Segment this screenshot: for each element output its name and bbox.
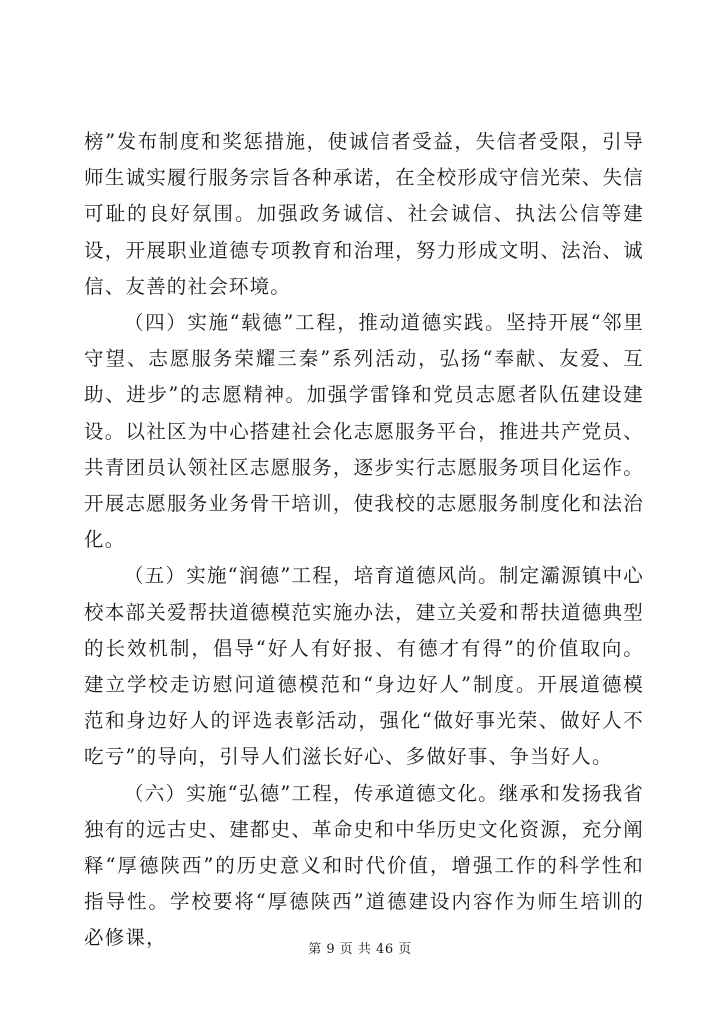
paragraph-3: （五）实施“润德”工程，培育道德风尚。制定灞源镇中心校本部关爱帮扶道德模范实施办法，建立关爱和帮扶道德典型的长效机制，倡导“好人有好报、有德才有得”的价值取向。建立学校走访慰问道德模范和“身边好人”制度。开展道德模范和身边好人的评选表彰活动，强化“做好事光荣、做好人不吃亏”的导向，引导人们滋长好心、多做好事、争当好人。: [84, 564, 644, 769]
paragraph-1: 榜”发布制度和奖惩措施，使诚信者受益，失信者受限，引导师生诚实履行服务宗旨各种承诺，在全校形成守信光荣、失信可耻的良好氛围。加强政务诚信、社会诚信、执法公信等建设，开展职业道德专项教育和治理，努力形成文明、法治、诚信、友善的社会环境。: [84, 130, 644, 298]
page-footer: 第 9 页 共 46 页: [308, 942, 412, 957]
document-body: [84, 124, 644, 957]
paragraph-2: （四）实施“载德”工程，推动道德实践。坚持开展“邻里守望、志愿服务荣耀三秦”系列活动，弘扬“奉献、友爱、互助、进步”的志愿精神。加强学雷锋和党员志愿者队伍建设建设。以社区为中心搭建社会化志愿服务平台，推进共产党员、共青团员认领社区志愿服务，逐步实行志愿服务项目化运作。开展志愿服务业务骨干培训，使我校的志愿服务制度化和法治化。: [84, 311, 644, 552]
paragraph-4: （六）实施“弘德”工程，传承道德文化。继承和发扬我省独有的远古史、建都史、革命史和中华历史文化资源，充分阐释“厚德陕西”的历史意义和时代价值，增强工作的科学性和指导性。学校要将“厚德陕西”道德建设内容作为师生培训的必修课，: [84, 781, 644, 950]
